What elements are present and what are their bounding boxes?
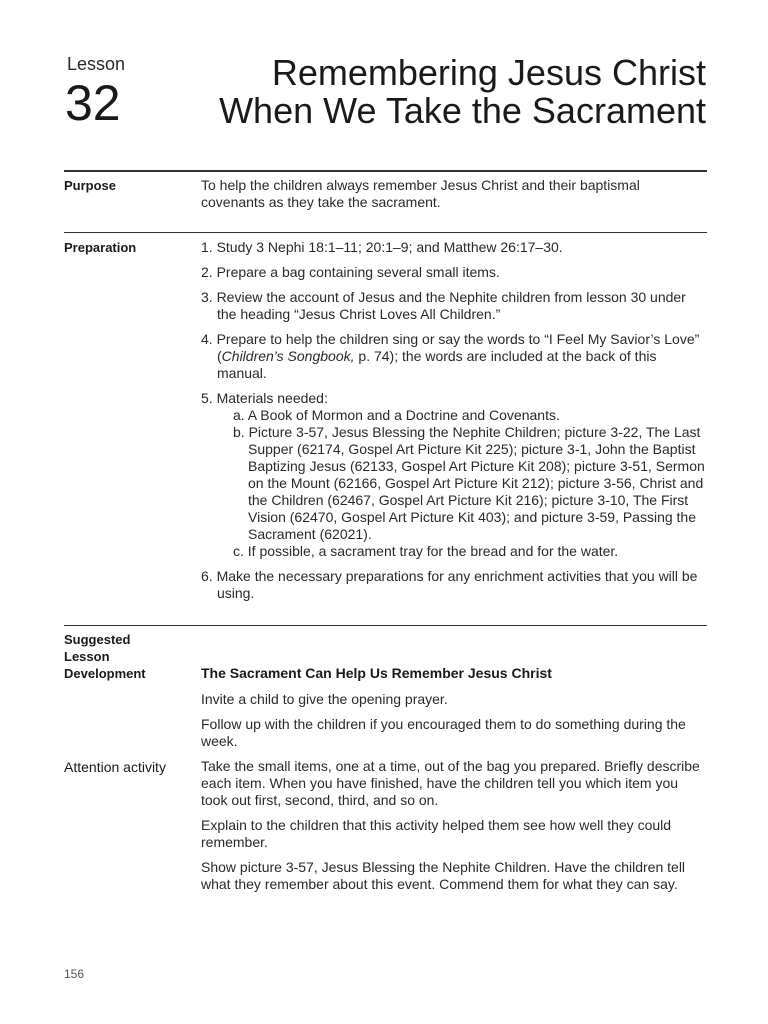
preparation-item-1: 1. Study 3 Nephi 18:1–11; 20:1–9; and Matthew 26:17–30. (201, 239, 563, 255)
paragraph: Explain to the children that this activity helped them see how well they could remember. (201, 817, 672, 850)
item-4-text-end: p. 74); the words are included at the back of this manual. (217, 348, 657, 381)
material-b: b. Picture 3-57, Jesus Blessing the Nephite Children; picture 3-22, The Last Supper (62174, Gospel Art Picture Kit 225); picture 3-1, John the Baptist Baptizing Jesus (62133, Gospel Art Picture Kit 208); picture 3-51, Sermon on the Mount (62166, Gospel Art Picture Kit 212); picture 3-56, Christ and the Children (62467, Gospel Art Picture Kit 216); picture 3-10, The First Vision (62470, Gospel Art Picture Kit 403); and picture 3-59, Passing the Sacrament (62021). (233, 424, 705, 542)
songbook-title: Children’s Songbook, (221, 348, 355, 364)
attention-activity-label: Attention activity (64, 759, 166, 775)
paragraph: Follow up with the children if you encouraged them to do something during the week. (201, 716, 686, 749)
preparation-item-5 (201, 390, 707, 560)
development-label-line-2: Lesson (64, 649, 110, 664)
lesson-number: 32 (65, 75, 121, 131)
preparation-item-4 (201, 331, 707, 382)
development-label (64, 631, 146, 682)
paragraph: Take the small items, one at a time, out of the bag you prepared. Briefly describe each item. When you have finished, have the children tell you which item you took out first, second, third, and so on. (201, 758, 700, 808)
material-a: a. A Book of Mormon and a Doctrine and Covenants. (233, 407, 560, 423)
paragraph: Invite a child to give the opening prayer. (201, 691, 448, 707)
preparation-label: Preparation (64, 240, 137, 255)
material-c: c. If possible, a sacrament tray for the bread and for the water. (233, 543, 619, 559)
paragraph: Show picture 3-57, Jesus Blessing the Nephite Children. Have the children tell what they remember about this event. Commend them for what they can say. (201, 859, 686, 892)
purpose-text: To help the children always remember Jesus Christ and their baptismal covenants as they take the sacrament. (201, 177, 640, 210)
page-number: 156 (64, 967, 85, 981)
preparation-item-2: 2. Prepare a bag containing several small items. (201, 264, 500, 280)
section-divider-preparation (64, 232, 707, 233)
lesson-title (219, 54, 706, 130)
materials-heading: 5. Materials needed: (201, 390, 328, 406)
section-divider-development (64, 625, 707, 626)
item-4-text-start: 4. Prepare to help the children sing or say the words to “I Feel My Savior’s Love” ( (201, 331, 700, 364)
section-heading: The Sacrament Can Help Us Remember Jesus Christ (201, 665, 552, 681)
lesson-label: Lesson (67, 54, 126, 74)
development-label-line-1: Suggested (64, 632, 131, 647)
title-line-2: When We Take the Sacrament (219, 90, 706, 131)
development-label-line-3: Development (64, 666, 146, 681)
development-content (201, 665, 707, 901)
preparation-item-6: 6. Make the necessary preparations for any enrichment activities that you will be using. (201, 568, 698, 601)
section-divider-top (64, 170, 707, 172)
preparation-list (201, 239, 707, 610)
title-line-1: Remembering Jesus Christ (271, 52, 706, 93)
purpose-label: Purpose (64, 178, 117, 193)
preparation-item-3: 3. Review the account of Jesus and the Nephite children from lesson 30 under the heading “Jesus Christ Loves All Children.” (201, 289, 686, 322)
